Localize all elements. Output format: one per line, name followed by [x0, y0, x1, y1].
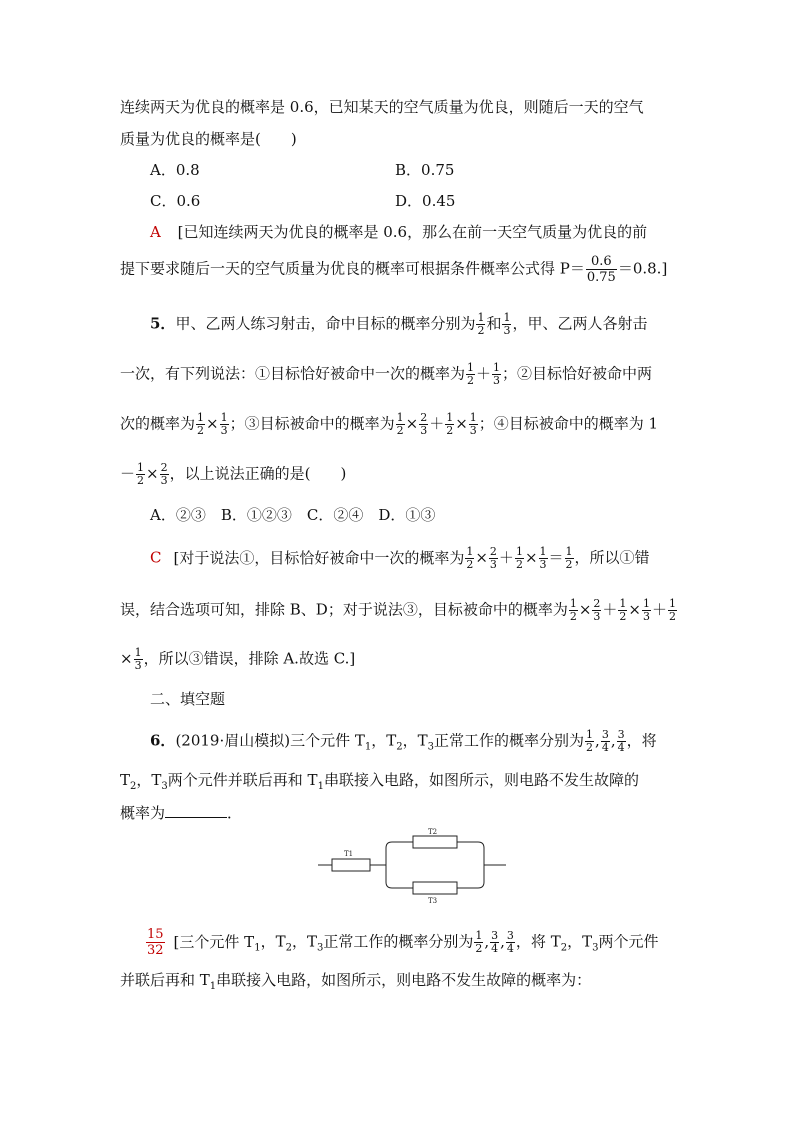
label-t1: T1	[344, 850, 354, 858]
q4-stem-line1: 连续两天为优良的概率是 0.6，已知某天的空气质量为优良，则随后一天的空气	[120, 98, 644, 116]
q5-explanation-line3: × $\frac{1}{3}$ ，所以③错误，排除 A.故选 C.]	[120, 646, 356, 672]
q4-stem-line2: 质量为优良的概率是( )	[120, 130, 297, 148]
q5-line3: 次的概率为 $\frac{1}{2}$ × $\frac{1}{3}$ ；③目标被命中的概率为 $\frac{1}{2}$ × $\frac{2}{3}$ ＋ $\frac{1}{2}$ × $\frac{1}{3}$ ；④目标被命中的概率为 1	[120, 411, 659, 437]
section-heading: 二、填空题	[150, 690, 226, 708]
resistor-t1	[332, 859, 370, 871]
q5-explanation-line2: 误，结合选项可知，排除 B、D；对于说法③，目标被命中的概率为 $\frac{1}{2}$ × $\frac{2}{3}$ ＋ $\frac{1}{2}$ × $\frac{1}{3}$ ＋ $\frac{1}{2}$	[120, 597, 677, 623]
q4-explanation-line2: 提下要求随后一天的空气质量为优良的概率可根据条件概率公式得 P＝ $\frac{0.6}{0.75}$ ＝0.8.]	[120, 254, 668, 285]
circuit-diagram	[316, 826, 510, 906]
q4-option-a: A．0.8	[150, 161, 200, 179]
q5-line4: － $\frac{1}{2}$ × $\frac{2}{3}$ ，以上说法正确的是( )	[120, 461, 347, 487]
label-t3: T3	[428, 897, 438, 905]
q6-answer-fraction: $\frac{15}{32}$	[147, 927, 164, 958]
resistor-t2	[413, 836, 457, 848]
q5-line1: 5．甲、乙两人练习射击，命中目标的概率分别为 $\frac{1}{2}$ 和 $\frac{1}{3}$ ，甲、乙两人各射击	[150, 311, 648, 337]
q6-explanation-line1: $\frac{15}{32}$ [三个元件 $T_1$，$T_2$，$T_3$正常工作的概率分别为 $\frac{1}{2}$ , $\frac{3}{4}$ , $\frac{3}{4}$ ，将 $T_2$，$T_3$两个元件	[147, 927, 659, 958]
q6-line3: 概率为 ．	[120, 804, 243, 822]
q5-line2: 一次，有下列说法：①目标恰好被命中一次的概率为 $\frac{1}{2}$ ＋ $\frac{1}{3}$ ；②目标恰好被命中两	[120, 361, 653, 387]
answer-blank	[165, 803, 227, 818]
resistor-t3	[413, 882, 457, 894]
q4-option-c: C．0.6	[150, 192, 201, 210]
label-t2: T2	[428, 828, 438, 836]
q4-option-d: D．0.45	[395, 192, 456, 210]
q4-explanation-line1: A [已知连续两天为优良的概率是 0.6，那么在前一天空气质量为优良的前	[150, 223, 648, 241]
q4-answer-letter: A	[150, 223, 161, 241]
q6-line1: 6．(2019·眉山模拟)三个元件 $T_1$，$T_2$，$T_3$正常工作的概率分别为 $\frac{1}{2}$ , $\frac{3}{4}$ , $\frac{3}{4}$ ，将	[150, 728, 657, 754]
q4-fraction: $\frac{0.6}{0.75}$	[586, 254, 616, 285]
q6-line2: $T_2$，$T_3$两个元件并联后再和 $T_1$串联接入电路，如图所示，则电路不发生故障的	[120, 771, 639, 792]
q5-explanation-line1: C [对于说法①，目标恰好被命中一次的概率为 $\frac{1}{2}$ × $\frac{2}{3}$ ＋ $\frac{1}{2}$ × $\frac{1}{3}$ ＝ $\frac{1}{2}$ ，所以①错	[150, 545, 650, 571]
q5-answer-letter: C	[150, 548, 162, 567]
q6-explanation-line2: 并联后再和 $T_1$串联接入电路，如图所示，则电路不发生故障的概率为：	[120, 971, 592, 992]
q5-options: A．②③ B．①②③ C．②④ D．①③	[150, 506, 436, 524]
q4-option-b: B．0.75	[395, 161, 455, 179]
